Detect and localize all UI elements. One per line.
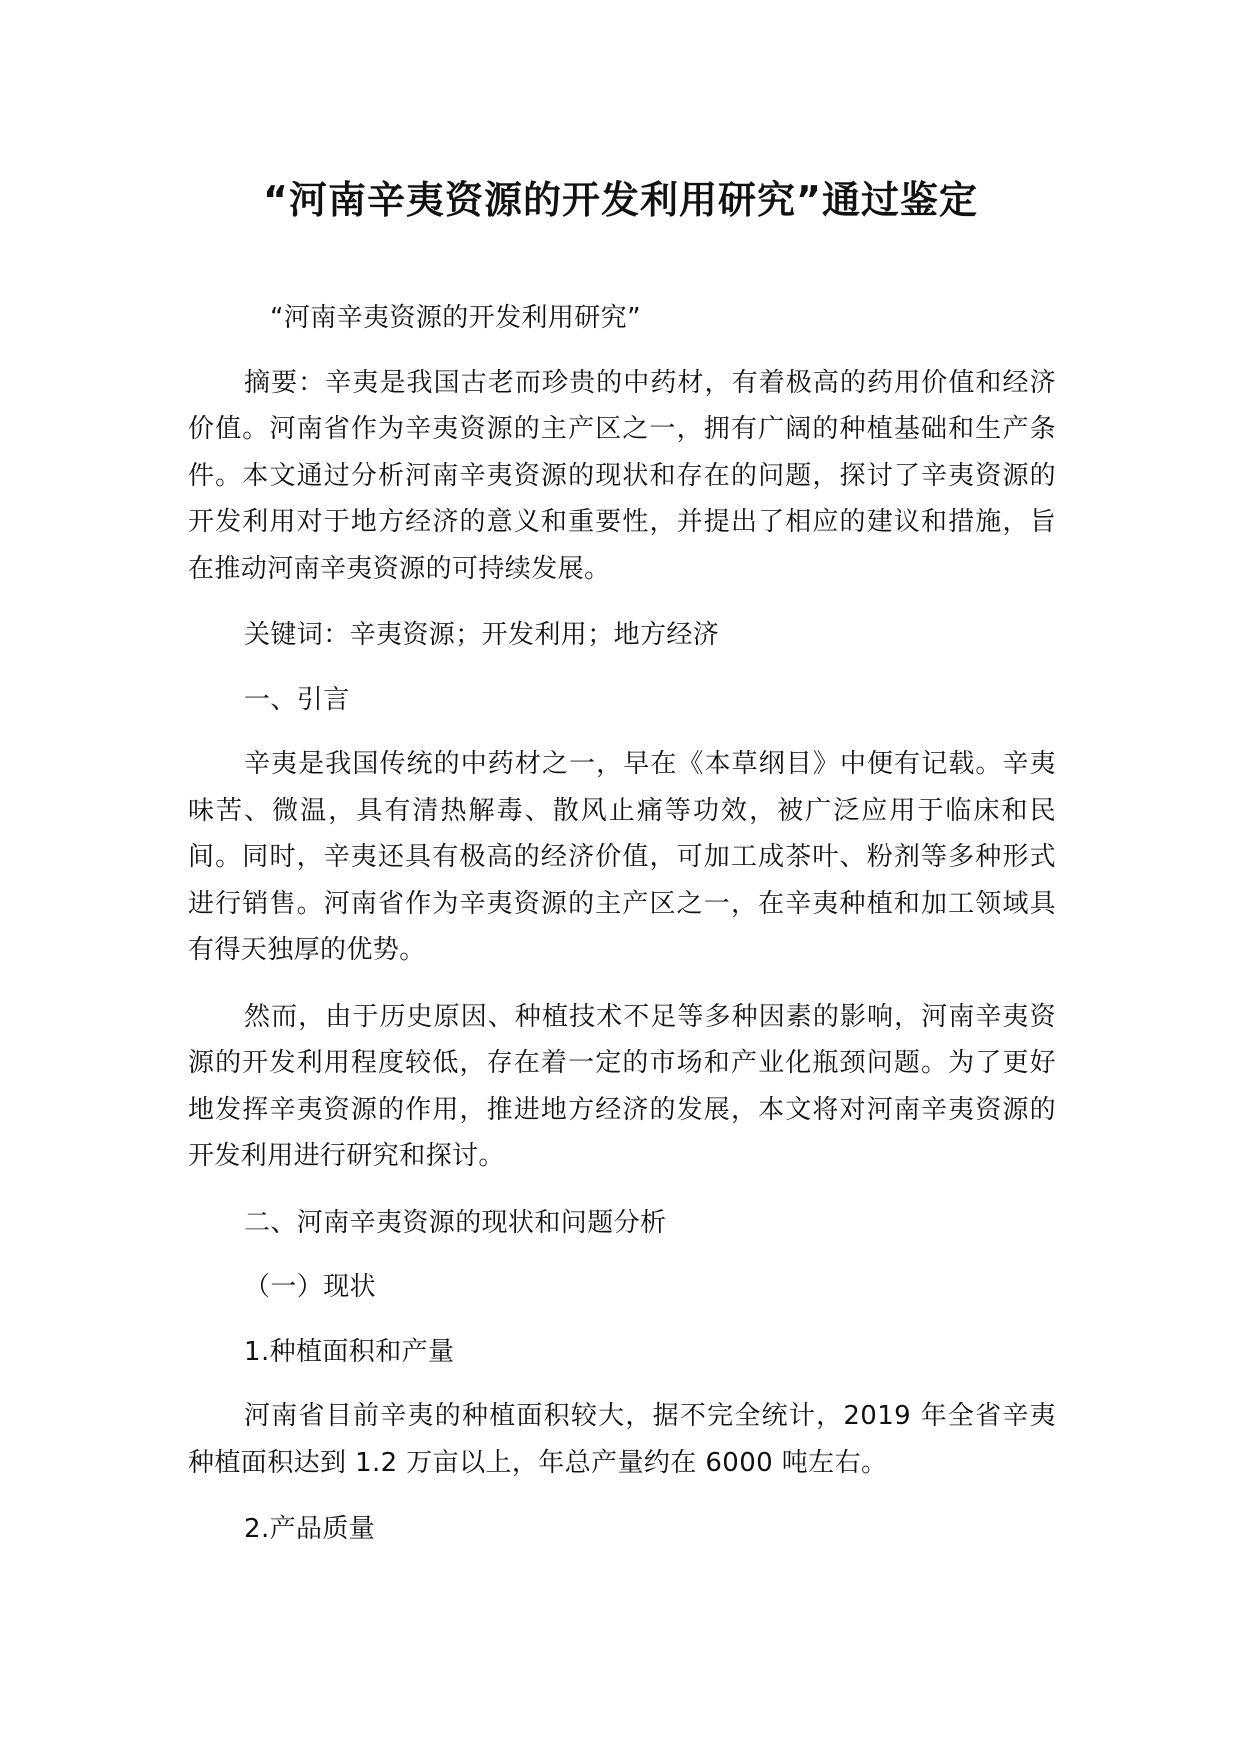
item-heading-area-output: 1.种植面积和产量 [244, 1336, 455, 1367]
body-paragraph: 然而，由于历史原因、种植技术不足等多种因素的影响，河南辛夷资源的开发利用程度较低，存在着一定的市场和产业化瓶颈问题。为了更好地发挥辛夷资源的作用，推进地方经济的发展，本文将对河南辛夷资源的开发利用进行研究和探讨。 [188, 1001, 1056, 1171]
document-title: “河南辛夷资源的开发利用研究”通过鉴定 [263, 178, 978, 222]
body-paragraph: 辛夷是我国传统的中药材之一，早在《本草纲目》中便有记载。辛夷味苦、微温，具有清热解毒、散风止痛等功效，被广泛应用于临床和民间。同时，辛夷还具有极高的经济价值，可加工成茶叶、粉剂等多种形式进行销售。河南省作为辛夷资源的主产区之一，在辛夷种植和加工领域具有得天独厚的优势。 [188, 749, 1056, 965]
abstract-paragraph: 摘要：辛夷是我国古老而珍贵的中药材，有着极高的药用价值和经济价值。河南省作为辛夷资源的主产区之一，拥有广阔的种植基础和生产条件。本文通过分析河南辛夷资源的现状和存在的问题，探讨了辛夷资源的开发利用对于地方经济的意义和重要性，并提出了相应的建议和措施，旨在推动河南辛夷资源的可持续发展。 [188, 367, 1056, 584]
item-heading-quality: 2.产品质量 [244, 1514, 376, 1544]
keywords-paragraph: 关键词：辛夷资源；开发利用；地方经济 [244, 620, 720, 650]
section-heading-status-analysis: 二、河南辛夷资源的现状和问题分析 [244, 1207, 667, 1238]
document-body [188, 295, 1056, 1571]
body-paragraph: 河南省目前辛夷的种植面积较大，据不完全统计，2019 年全省辛夷种植面积达到 1.2 万亩以上，年总产量约在 6000 吨左右。 [188, 1401, 1056, 1478]
subsection-heading-status: （一）现状 [244, 1272, 377, 1302]
section-heading-introduction: 一、引言 [244, 684, 350, 715]
subtitle-paragraph: “河南辛夷资源的开发利用研究” [270, 303, 641, 333]
